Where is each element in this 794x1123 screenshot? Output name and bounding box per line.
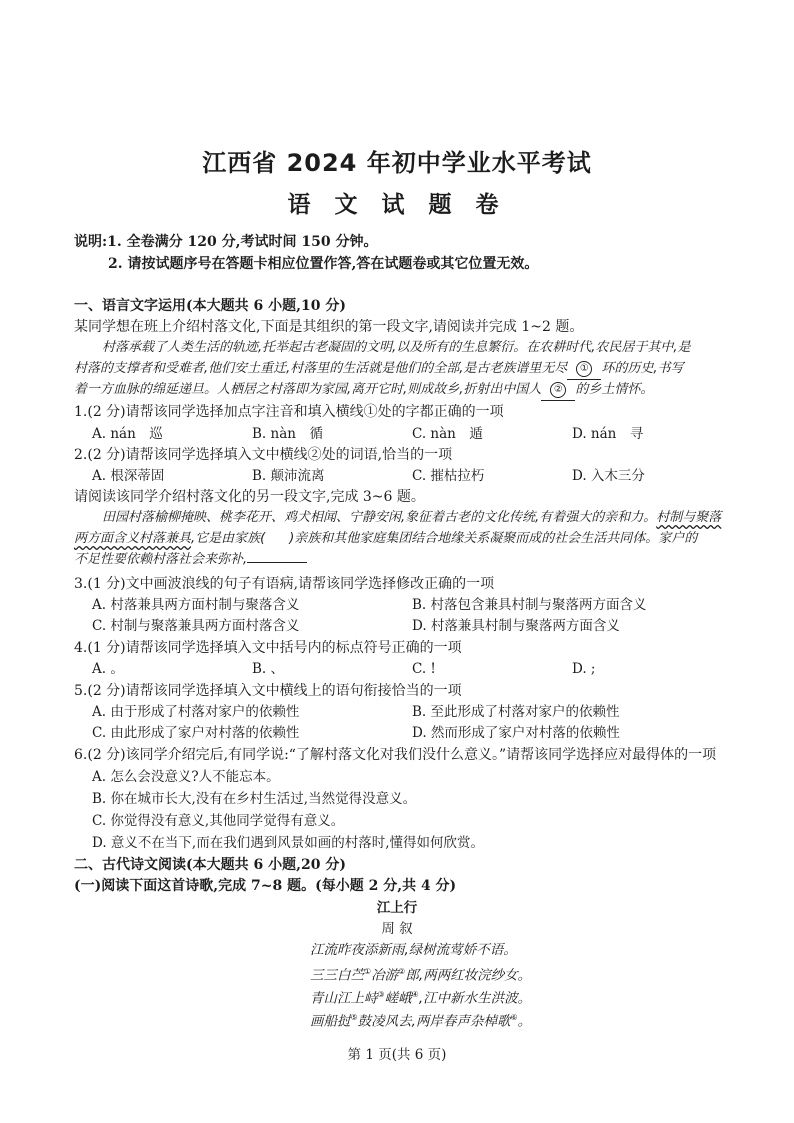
- passage2-line2-post: )亲族和其他家庭集团结合地缘关系凝聚而成的社会生活共同体。家户的: [289, 531, 698, 546]
- passage1-line2-pre: 村落的支撑者和受难者,他们安土重迁,村落里的生活就是他们的全部,是古老族谱里无尽: [74, 361, 568, 376]
- q3-option-c[interactable]: C. 村制与聚落兼具两方面村落含义: [92, 618, 300, 634]
- q3-option-b[interactable]: B. 村落包含兼具村制与聚落两方面含义: [412, 597, 647, 613]
- q5-option-d[interactable]: D. 然而形成了家户对村落的依赖性: [412, 725, 620, 741]
- q4-option-d[interactable]: D. ;: [572, 661, 596, 677]
- q6-option-b[interactable]: B. 你在城市长大,没有在乡村生活过,当然觉得没意义。: [92, 791, 417, 807]
- blank-2-marker: ②: [550, 382, 566, 398]
- footnote-mark-3: ③: [377, 990, 385, 999]
- q5-option-a[interactable]: A. 由于形成了村落对家户的依赖性: [92, 704, 300, 720]
- blank-1: [567, 359, 601, 380]
- q1-option-d[interactable]: D. nán 寻: [572, 426, 644, 442]
- section1-intro2: 请阅读该同学介绍村落文化的另一段文字,完成 3~6 题。: [74, 489, 425, 505]
- blank-1-marker: ①: [576, 361, 592, 377]
- passage2-line3: [74, 550, 307, 570]
- sentence-blank: [247, 562, 307, 563]
- poem-line-3-a: 青山江上峙: [310, 990, 378, 1007]
- passage1-line2: [74, 359, 684, 380]
- passage1-line2-post: 环的历史,书写: [601, 361, 684, 376]
- passage1-line3-pre: 着一方血脉的绵延递旦。人栖居之村落即为家园,离开它时,则成故乡,折射出中国人: [74, 382, 542, 397]
- q2-option-c[interactable]: C. 摧枯拉朽: [412, 468, 485, 484]
- section2-heading: 二、古代诗文阅读(本大题共 6 小题,20 分): [74, 857, 346, 873]
- footnote-mark-2: ②: [398, 967, 406, 976]
- q2-option-a[interactable]: A. 根深蒂固: [92, 468, 165, 484]
- exam-subtitle: 语 文 试 题 卷: [287, 192, 507, 218]
- q4-option-c[interactable]: C. !: [412, 661, 436, 677]
- q2-option-d[interactable]: D. 入木三分: [572, 468, 645, 484]
- q6-option-a[interactable]: A. 怎么会没意义?人不能忘本。: [92, 769, 280, 785]
- section2-sub: (一)阅读下面这首诗歌,完成 7~8 题。(每小题 2 分,共 4 分): [74, 878, 457, 894]
- section1-intro: 某同学想在班上介绍村落文化,下面是其组织的第一段文字,请阅读并完成 1~2 题。: [74, 319, 584, 335]
- wavy-sentence-part1: 村制与聚落: [656, 510, 722, 525]
- passage1-line1: 村落承载了人类生活的轨迹,托举起古老凝固的文明,以及所有的生息繁衍。在农耕时代,农民居于其中,是: [102, 340, 691, 355]
- poem-line-4-a: 画船挝: [310, 1013, 351, 1030]
- poem-line-2: [310, 962, 531, 986]
- footnote-mark-6: ⑥: [510, 1013, 518, 1022]
- poem-line-4: [310, 1008, 531, 1032]
- poem-line-2-c: 郎,两两红妆浣纱女。: [405, 967, 532, 984]
- passage2-line1-pre: 田园村落榆柳掩映、桃李花开、鸡犬相闻、宁静安闲,象征着古老的文化传统,有着强大的亲和力。: [102, 510, 657, 525]
- q3-option-d[interactable]: D. 村落兼具村制与聚落两方面含义: [412, 618, 620, 634]
- question-4: 4.(1 分)请帮该同学选择填入文中括号内的标点符号正确的一项: [74, 640, 462, 656]
- poem-title: 江上行: [376, 900, 418, 916]
- poem-author: 周 叙: [381, 921, 413, 937]
- passage2-line1: [102, 508, 721, 528]
- poem-line-2-a: 三三白苎: [310, 967, 364, 984]
- q6-option-c[interactable]: C. 你觉得没有意义,其他同学觉得有意义。: [92, 813, 345, 829]
- q2-option-b[interactable]: B. 颠沛流离: [252, 468, 325, 484]
- question-3: 3.(1 分)文中画波浪线的句子有语病,请帮该同学选择修改正确的一项: [74, 576, 495, 592]
- passage1-line3-post: 的乡土情怀。: [575, 382, 654, 397]
- passage2-line3-text: 不足性要依赖村落社会来弥补,: [74, 552, 248, 567]
- blank-2: [541, 380, 575, 401]
- note-1: 说明:1. 全卷满分 120 分,考试时间 150 分钟。: [74, 234, 378, 250]
- q3-option-a[interactable]: A. 村落兼具两方面村制与聚落含义: [92, 597, 300, 613]
- poem-line-1: 江流昨夜添新雨,绿树流莺娇不语。: [310, 942, 517, 958]
- section1-heading: 一、语言文字运用(本大题共 6 小题,10 分): [74, 298, 346, 314]
- q1-option-a[interactable]: A. nán 巡: [92, 426, 163, 442]
- passage2-line2-mid: ,它是由家族(: [191, 531, 266, 546]
- question-5: 5.(2 分)请帮该同学选择填入文中横线上的语句衔接恰当的一项: [74, 683, 462, 699]
- poem-line-2-b: 冶游: [371, 967, 399, 984]
- footnote-mark-1: ①: [364, 967, 372, 976]
- question-2: 2.(2 分)请帮该同学选择填入文中横线②处的词语,恰当的一项: [74, 447, 453, 463]
- page-footer: 第 1 页(共 6 页): [347, 1047, 447, 1063]
- note-2: 2. 请按试题序号在答题卡相应位置作答,答在试题卷或其它位置无效。: [108, 256, 539, 272]
- q5-option-b[interactable]: B. 至此形成了村落对家户的依赖性: [412, 704, 620, 720]
- footnote-mark-4: ④: [411, 990, 419, 999]
- wavy-sentence-part2: 两方面含义村落兼具: [74, 531, 192, 546]
- q5-option-c[interactable]: C. 由此形成了家户对村落的依赖性: [92, 725, 300, 741]
- q1-option-b[interactable]: B. nàn 循: [252, 426, 323, 442]
- q1-option-c[interactable]: C. nàn 遁: [412, 426, 483, 442]
- q4-option-b[interactable]: B. 、: [252, 661, 285, 677]
- exam-title: 江西省 2024 年初中学业水平考试: [202, 149, 592, 177]
- q6-option-d[interactable]: D. 意义不在当下,而在我们遇到风景如画的村落时,懂得如何欣赏。: [92, 835, 485, 851]
- poem-line-3: [310, 985, 531, 1009]
- question-6: 6.(2 分)该同学介绍完后,有同学说:“了解村落文化对我们没什么意义。”请帮该同学选择应对最得体的一项: [74, 747, 717, 763]
- poem-line-4-b: 鼓凌风去,两岸春声杂棹歌: [357, 1013, 511, 1030]
- poem-line-3-c: ,江中新水生洪波。: [418, 990, 532, 1007]
- passage1-line3: [74, 380, 653, 401]
- question-1: 1.(2 分)请帮该同学选择加点字注音和填入横线①处的字都正确的一项: [74, 404, 504, 420]
- footnote-mark-5: ⑤: [350, 1013, 358, 1022]
- q4-option-a[interactable]: A. 。: [92, 661, 124, 677]
- poem-line-4-c: 。: [517, 1013, 532, 1030]
- poem-line-3-b: 嵯峨: [384, 990, 412, 1007]
- passage2-line2: [74, 529, 697, 549]
